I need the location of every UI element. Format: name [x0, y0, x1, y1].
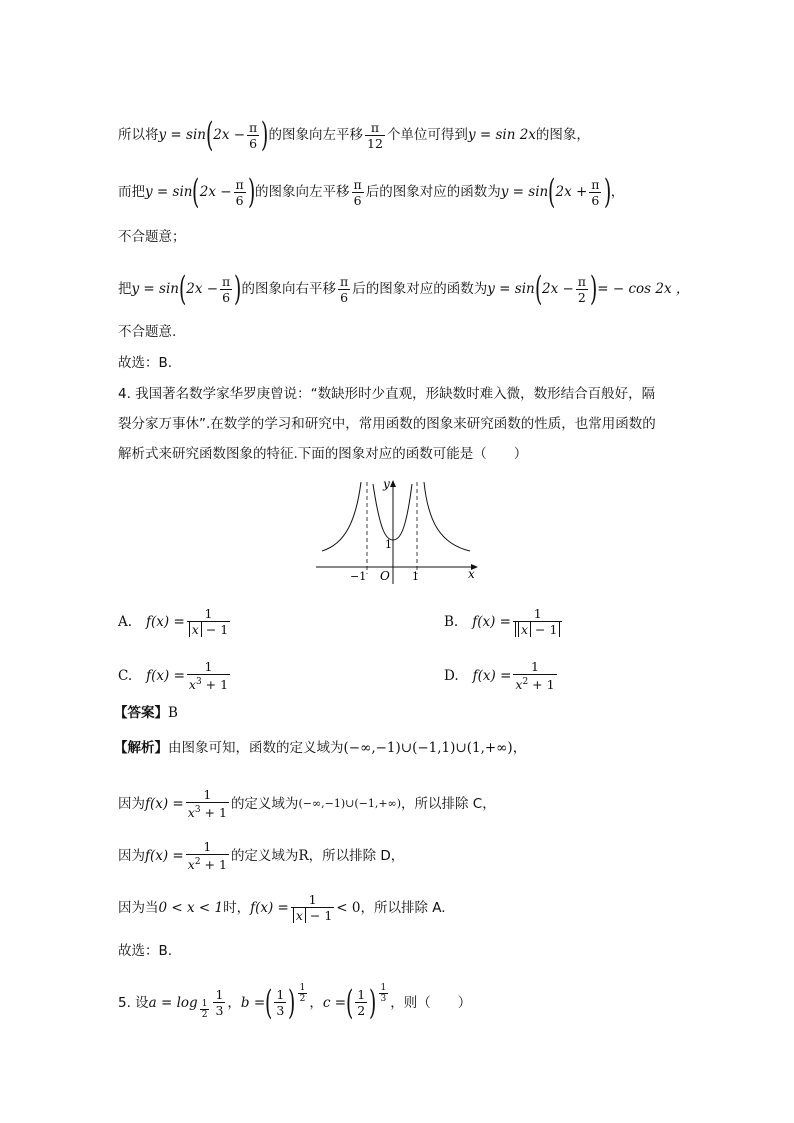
fraction: $\frac{1}{x^3 + 1}$: [188, 659, 229, 693]
paren: (: [205, 115, 214, 155]
solution-line-4: [118, 269, 690, 309]
option-b[interactable]: B. f(x) = $\frac{1}{x - 1}$: [444, 606, 564, 637]
math-expr: y = sin: [145, 184, 193, 200]
answer-value: B: [168, 705, 178, 721]
text: ，: [610, 184, 625, 200]
fraction: $\frac{\pi}{6}$: [591, 176, 600, 208]
math-expr: y = sin: [131, 281, 179, 297]
text: 后的图象对应的函数为: [352, 281, 488, 297]
origin-label: O: [380, 569, 390, 583]
text: 的图象向左平移: [255, 184, 350, 200]
paren: ): [261, 115, 269, 155]
paren: ): [234, 269, 242, 309]
paren: ): [603, 172, 611, 212]
curve-right-branch: [424, 482, 470, 551]
math-expr: y = sin 2x: [467, 127, 536, 143]
fraction: $\frac{1}{3}$: [215, 987, 224, 1018]
text: 的图象向左平移: [268, 127, 364, 143]
analysis-line-2: 因为 f(x) = $\frac{1}{x^3 + 1}$ 的定义域为 (−∞,−1)∪(−1,+∞) ，所以排除 C，: [118, 787, 496, 821]
fraction: $\frac{1}{x - 1}$: [187, 606, 230, 637]
option-c[interactable]: C. f(x) = $\frac{1}{x^3 + 1}$: [118, 659, 229, 693]
fraction: $\frac{1}{x^2 + 1}$: [187, 839, 227, 873]
fraction: $\frac{\pi}{6}$: [353, 176, 362, 208]
text: 把: [118, 281, 132, 297]
solution-line-3: 不合题意；: [118, 229, 186, 245]
tick-label-neg-one: −1: [350, 570, 367, 583]
analysis-line-1: 【解析】 由图象可知，函数的定义域为 (−∞,−1)∪(−1,1)∪(1,+∞)，: [114, 740, 527, 756]
math-expr: 2x −: [199, 184, 232, 200]
math-expr: 2x −: [213, 127, 246, 143]
text: 后的图象对应的函数为: [365, 184, 501, 200]
curve-left-branch: [322, 482, 361, 551]
text: 个单位可得到: [386, 127, 468, 143]
paren: ): [247, 172, 256, 212]
answer-label: 【答案】: [114, 705, 168, 721]
x-axis-label: x: [468, 567, 475, 581]
analysis-line-3: 因为 f(x) = $\frac{1}{x^2 + 1}$ 的定义域为 R ，所以排除 D，: [118, 839, 405, 873]
solution-line-1: [118, 115, 590, 155]
y-axis-label: y: [383, 477, 390, 491]
solution-line-6: 故选：B.: [118, 355, 173, 371]
text: 的图象，: [535, 127, 590, 143]
exponent-fraction: $\frac{1}{3}$: [380, 983, 387, 1004]
fraction: $\frac{\pi}{2}$: [577, 273, 587, 305]
exponent-fraction: $\frac{1}{2}$: [299, 983, 306, 1004]
final-choice-line: 故选：B.: [118, 943, 173, 959]
tick-label-one-y: 1: [385, 538, 392, 551]
fraction: $\frac{\pi}{6}$: [222, 273, 231, 305]
analysis-line-4: 因为当 0 < x < 1 时， f(x) = $\frac{1}{x - 1}$ < 0 ，所以排除 A.: [118, 892, 446, 923]
question-4-line-2: 裂分家万事休”.在数学的学习和研究中，常用函数的图象来研究函数的性质，也常用函数的: [118, 416, 656, 432]
solution-line-5: 不合题意.: [118, 324, 177, 340]
math-expr: 2x +: [555, 184, 588, 200]
y-axis-arrow: [390, 480, 396, 487]
paren: (: [192, 172, 200, 212]
math-expr: y = sin: [158, 127, 206, 143]
option-a[interactable]: A. f(x) = $\frac{1}{x - 1}$: [118, 606, 229, 637]
fraction: $\frac{\pi}{6}$: [235, 176, 244, 208]
question-4-line-1: 4. 我国著名数学家华罗庚曾说：“数缺形时少直观，形缺数时难入微，数形结合百般好，隔: [118, 386, 656, 402]
fraction: $\frac{1}{2}$: [357, 987, 366, 1018]
analysis-label: 【解析】: [114, 740, 168, 756]
question-5-line: 5. 设 a = log $\frac{1}{2}$ $\frac{1}{3}$ ， b = ( $\frac{1}{3}$ ) $\frac{1}{2}$ ， c = ( $\frac{1}{2}$ ) $\frac{1}{3}$ ，则（ ）: [118, 982, 472, 1023]
answer-line: [114, 703, 178, 723]
paren: (: [178, 269, 187, 309]
option-d[interactable]: D. f(x) = $\frac{1}{x^2 + 1}$: [444, 659, 555, 693]
math-expr: y = sin: [500, 184, 549, 200]
fraction: $\frac{1}{3}$: [276, 987, 285, 1018]
paren: (: [548, 172, 556, 212]
fraction: $\frac{1}{x^2 + 1}$: [515, 659, 555, 693]
math-expr: 2x −: [541, 281, 574, 297]
question-4-line-3: 解析式来研究函数图象的特征.下面的图象对应的函数可能是（ ）: [118, 446, 528, 462]
tick-label-one-x: 1: [412, 570, 419, 583]
solution-line-2: [118, 172, 625, 212]
fraction: $\frac{1}{x - 1}$: [513, 606, 562, 637]
math-expr: y = sin: [487, 281, 535, 297]
paren: ): [590, 269, 598, 309]
text: 而把: [118, 184, 145, 200]
fraction: $\frac{1}{x - 1}$: [291, 892, 334, 923]
text: 所以将: [118, 127, 159, 143]
fraction: $\frac{\pi}{12}$: [367, 119, 383, 151]
function-graph: [310, 476, 485, 586]
text: 的图象向右平移: [241, 281, 337, 297]
fraction: $\frac{\pi}{6}$: [340, 273, 349, 305]
paren: (: [534, 269, 542, 309]
math-expr: = − cos 2x ，: [597, 281, 690, 297]
fraction: $\frac{1}{x^3 + 1}$: [187, 787, 227, 821]
math-expr: 2x −: [186, 281, 219, 297]
fraction: $\frac{\pi}{6}$: [249, 119, 258, 151]
log-base-fraction: $\frac{1}{2}$: [201, 999, 208, 1020]
